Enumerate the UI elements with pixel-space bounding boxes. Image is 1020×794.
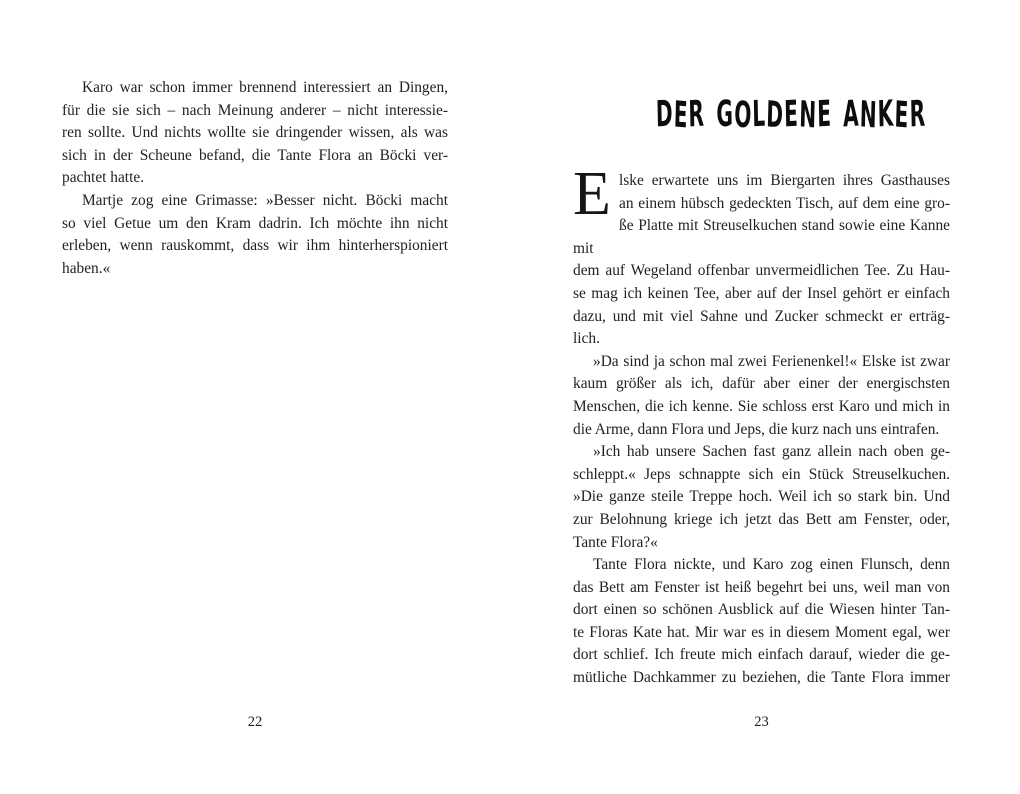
title-letter: K: [877, 93, 895, 136]
body-line: schleppt.« Jeps schnappte sich ein Stück Streuselkuchen.: [573, 465, 950, 483]
title-letter: A: [842, 93, 861, 136]
body-line: lske erwartete uns im Biergarten ihres Gasthauses: [619, 172, 950, 189]
body-line: te Floras Kate hat. Mir war es in diesem Moment egal, wer: [573, 623, 950, 641]
body-line: Tante Flora?«: [573, 533, 658, 551]
chapter-title: [655, 93, 927, 137]
body-line: dort einen so schönen Ausblick auf die Wiesen hinter Tan-: [573, 601, 950, 619]
title-letter: E: [673, 94, 690, 137]
body-line: dazu, und mit viel Sahne und Zucker schmeckt er erträg-: [573, 307, 950, 325]
body-line: pachtet hatte.: [62, 169, 145, 187]
title-letter: R: [688, 93, 706, 136]
page-number-right: 23: [754, 714, 769, 730]
body-line: zur Belohnung kriege ich jetzt das Bett am Fenster, oder,: [573, 510, 950, 528]
body-line: ren sollte. Und nichts wollte sie dringender wissen, als was: [62, 124, 448, 142]
body-line: haben.«: [62, 259, 111, 277]
body-line: dem auf Wegeland offenbar unvermeidlichen Tee. Zu Hau-: [573, 262, 950, 280]
right-page-text: [573, 160, 950, 690]
paragraph: [62, 77, 448, 190]
paragraph: [573, 160, 950, 351]
body-line: ße Platte mit Streuselkuchen stand sowie eine Kanne mit: [573, 217, 950, 257]
paragraph: [573, 441, 950, 554]
body-line: kaum größer als ich, dafür aber einer der energischsten: [573, 375, 950, 393]
title-letter: E: [783, 93, 800, 136]
left-page-text: [62, 77, 448, 280]
body-line: »Die ganze steile Treppe hoch. Weil ich so stark bin. Und: [573, 488, 950, 506]
body-line: se mag ich keinen Tee, aber auf der Insel gehört er einfach: [573, 284, 950, 302]
body-line: die Arme, dann Flora und Jeps, die kurz nach uns eintrafen.: [573, 420, 940, 438]
title-letter: O: [733, 94, 753, 137]
title-letter: N: [859, 94, 879, 137]
title-letter: E: [894, 94, 910, 137]
title-letter: L: [751, 93, 767, 136]
body-line: Tante Flora nickte, und Karo zog einen Flunsch, denn: [593, 556, 950, 574]
body-line: Karo war schon immer brennend interessiert an Dingen,: [82, 79, 448, 96]
body-line: so viel Getue um den Kram dadrin. Ich möchte ihn nicht: [62, 214, 448, 232]
body-line: an einem hübsch gedeckten Tisch, auf dem eine gro-: [619, 194, 950, 212]
body-line: mütliche Dachkammer zu beziehen, die Tante Flora immer: [573, 669, 950, 687]
title-letter: D: [765, 94, 785, 137]
paragraph: [573, 554, 950, 690]
body-line: Martje zog eine Grimasse: »Besser nicht. Böcki macht: [82, 191, 448, 209]
paragraph: [573, 351, 950, 441]
body-line: Menschen, die ich kenne. Sie schloss erst Karo und mich in: [573, 397, 950, 415]
drop-cap: E: [573, 160, 611, 228]
title-letter: R: [909, 93, 927, 136]
body-line: dort schlief. Ich freute mich einfach darauf, wieder die ge-: [573, 646, 950, 664]
body-line: für die sie sich – nach Meinung anderer – nicht interessie-: [62, 101, 448, 119]
page-number-left: 22: [247, 714, 263, 730]
title-letter: E: [816, 93, 833, 136]
body-line: erleben, wenn rauskommt, dass wir ihm hinterherspioniert: [62, 237, 448, 255]
paragraph: [62, 190, 448, 280]
body-line: das Bett am Fenster ist heiß begehrt bei uns, weil man von: [573, 578, 950, 596]
body-line: »Da sind ja schon mal zwei Ferienenkel!« Elske ist zwar: [593, 352, 950, 370]
body-line: lich.: [573, 330, 600, 348]
title-letter: D: [655, 93, 675, 136]
body-line: »Ich hab unsere Sachen fast ganz allein nach oben ge-: [593, 443, 950, 461]
title-letter: N: [798, 94, 818, 137]
body-line: sich in der Scheune befand, die Tante Flora an Böcki ver-: [62, 146, 448, 164]
title-letter: G: [716, 93, 735, 136]
